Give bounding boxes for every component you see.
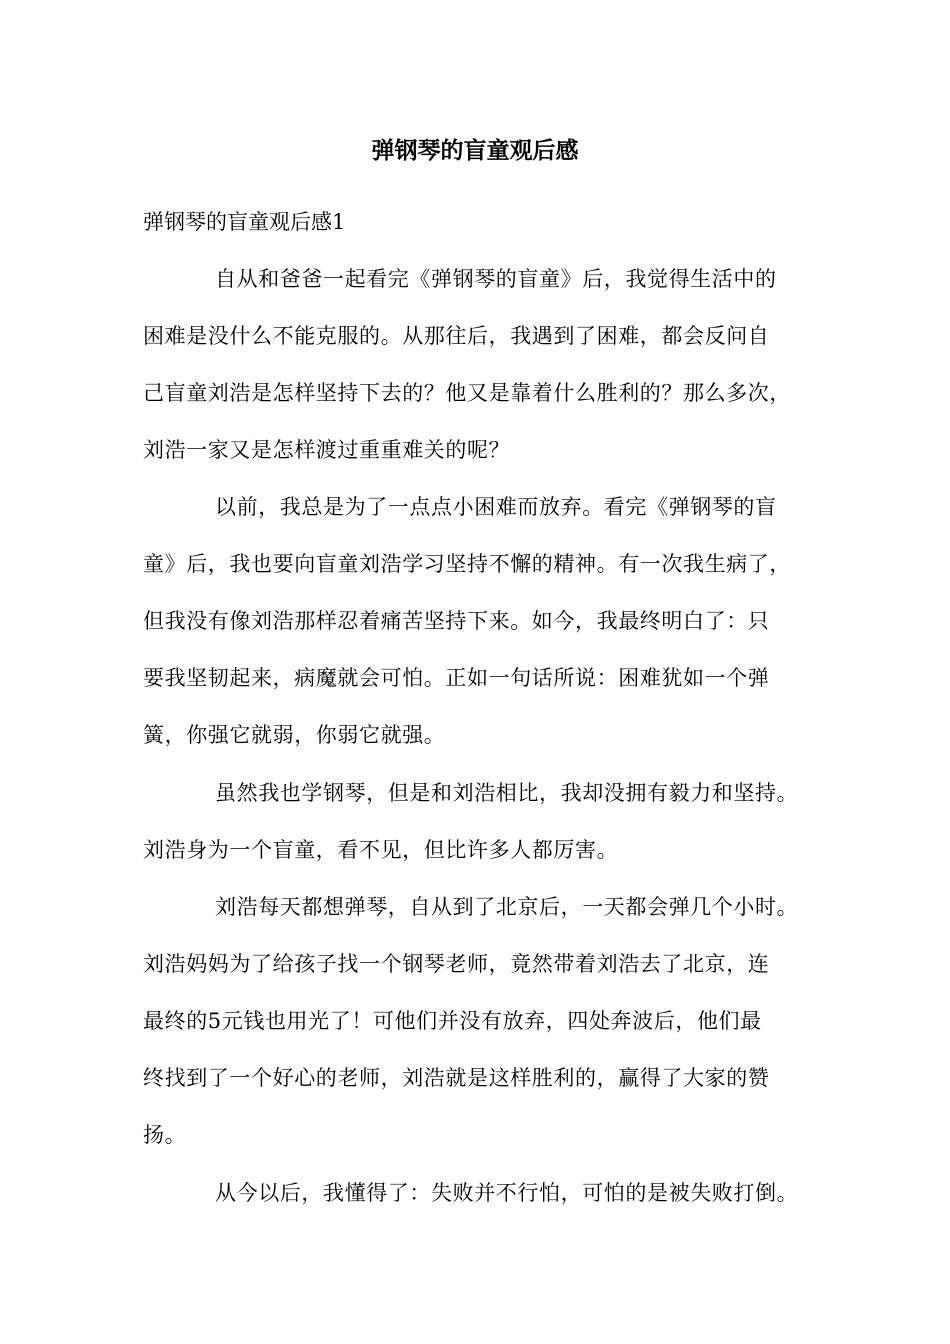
paragraph-3-line-2: 刘浩身为一个盲童，看不见，但比许多人都厉害。 [143, 838, 619, 862]
paragraph-4-line-4: 终找到了一个好心的老师，刘浩就是这样胜利的，赢得了大家的赞 [143, 1066, 770, 1090]
paragraph-1-line-1: 自从和爸爸一起看完《弹钢琴的盲童》后，我觉得生活中的 [215, 267, 777, 291]
section-heading: 弹钢琴的盲童观后感1 [143, 210, 346, 234]
paragraph-2-line-1: 以前，我总是为了一点点小困难而放弃。看完《弹钢琴的盲 [215, 495, 777, 519]
paragraph-4-line-2: 刘浩妈妈为了给孩子找一个钢琴老师，竟然带着刘浩去了北京，连 [143, 952, 770, 976]
paragraph-4-line-5: 扬。 [143, 1123, 187, 1147]
paragraph-4-line-3: 最终的5元钱也用光了！可他们并没有放弃，四处奔波后，他们最 [143, 1009, 762, 1033]
document-title: 弹钢琴的盲童观后感 [371, 137, 579, 164]
paragraph-4-line-1: 刘浩每天都想弹琴，自从到了北京后，一天都会弹几个小时。 [215, 895, 799, 919]
paragraph-3-line-1: 虽然我也学钢琴，但是和刘浩相比，我却没拥有毅力和坚持。 [215, 781, 799, 805]
paragraph-1-line-2: 困难是没什么不能克服的。从那往后，我遇到了困难，都会反问自 [143, 324, 770, 348]
paragraph-2-line-5: 簧，你强它就弱，你弱它就强。 [143, 723, 446, 747]
paragraph-1-line-4: 刘浩一家又是怎样渡过重重难关的呢？ [143, 438, 511, 462]
paragraph-1-line-3: 己盲童刘浩是怎样坚持下去的？他又是靠着什么胜利的？那么多次， [143, 381, 791, 405]
paragraph-2-line-3: 但我没有像刘浩那样忍着痛苦坚持下来。如今，我最终明白了：只 [143, 609, 770, 633]
paragraph-2-line-2: 童》后，我也要向盲童刘浩学习坚持不懈的精神。有一次我生病了， [143, 552, 791, 576]
paragraph-2-line-4: 要我坚韧起来，病魔就会可怕。正如一句话所说：困难犹如一个弹 [143, 666, 770, 690]
paragraph-5-line-1: 从今以后，我懂得了：失败并不行怕，可怕的是被失败打倒。 [215, 1181, 799, 1205]
